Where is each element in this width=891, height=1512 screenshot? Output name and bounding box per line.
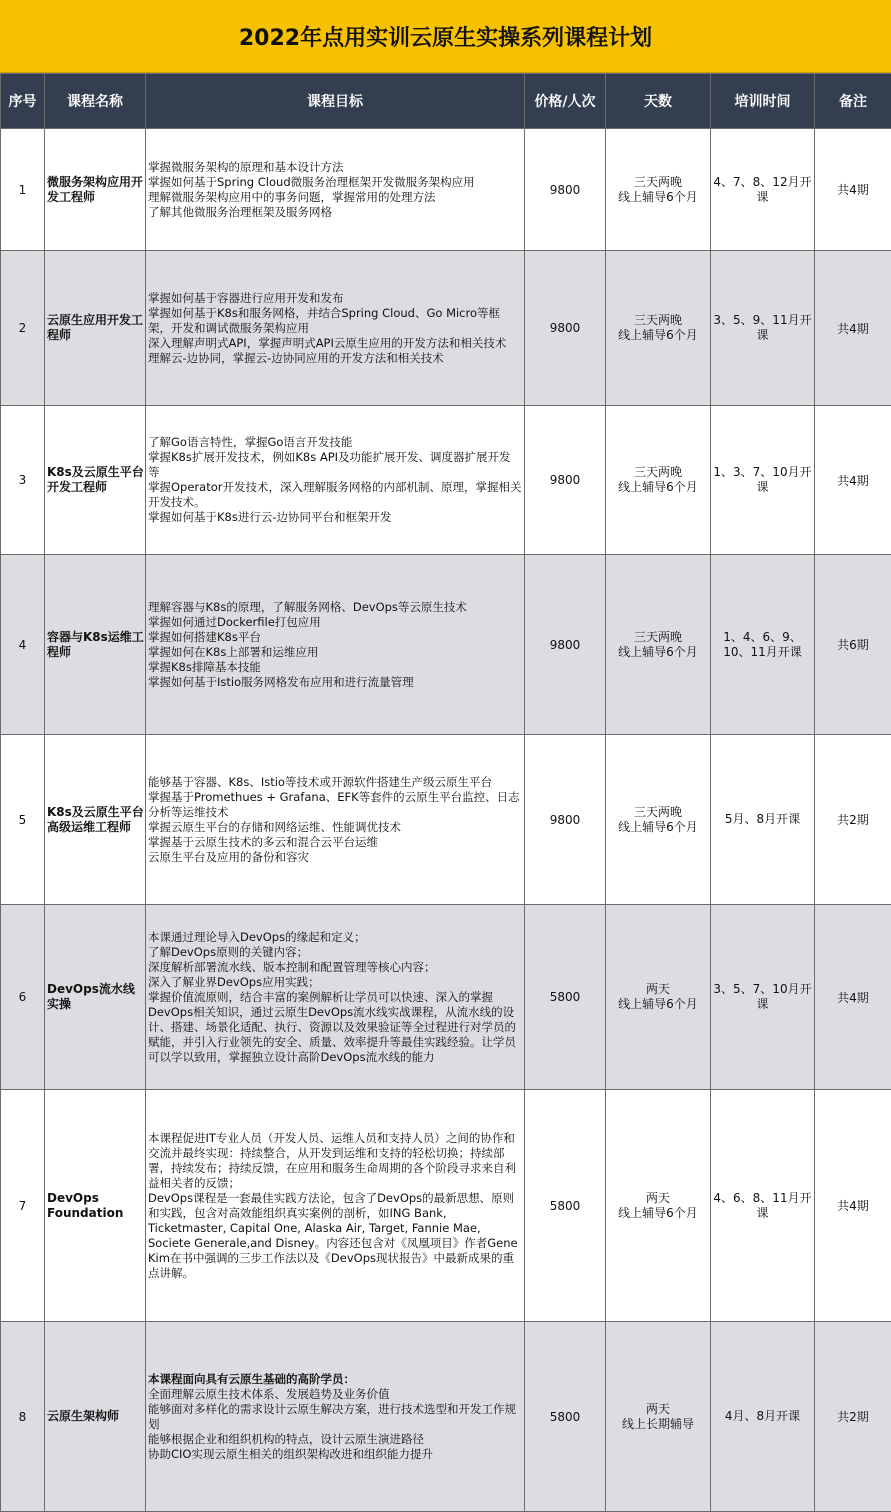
course-note: 共6期 (815, 555, 891, 735)
goal-line: 掌握如何搭建K8s平台 (148, 630, 522, 645)
goal-line: 了解Go语言特性，掌握Go语言开发技能 (148, 435, 522, 450)
row-no: 6 (1, 905, 45, 1090)
goal-line: 掌握如何基于Istio服务网格发布应用和进行流量管理 (148, 675, 522, 690)
days-line: 三天两晚 (606, 175, 710, 190)
goal-line: 了解DevOps原则的关键内容； (148, 945, 522, 960)
days-line: 线上辅导6个月 (606, 820, 710, 835)
course-note: 共4期 (815, 251, 891, 406)
course-name: DevOps流水线实操 (45, 905, 146, 1090)
course-table (0, 73, 891, 1512)
row-no: 8 (1, 1322, 45, 1512)
header-time: 培训时间 (711, 74, 815, 129)
goal-line: 掌握如何基于K8s和服务网格，并结合Spring Cloud、Go Micro等框架，开发和调试微服务架构应用 (148, 306, 522, 336)
table-header-row (1, 74, 891, 129)
row-no: 3 (1, 406, 45, 555)
course-schedule: 3、5、9、11月开课 (711, 251, 815, 406)
page-title: 2022年点用实训云原生实操系列课程计划 (0, 0, 891, 73)
course-note: 共2期 (815, 1322, 891, 1512)
goal-line: 本课程促进IT专业人员（开发人员、运维人员和支持人员）之间的协作和交流并最终实现：持续整合，从开发到运维和支持的轻松切换；持续部署，持续发布；持续反馈，在应用和服务生命周期的各个阶段寻求来自利益相关者的反馈； (148, 1131, 522, 1191)
course-price: 5800 (525, 905, 606, 1090)
course-goals (146, 251, 525, 406)
days-line: 线上辅导6个月 (606, 480, 710, 495)
course-schedule: 1、3、7、10月开课 (711, 406, 815, 555)
course-name: K8s及云原生平台开发工程师 (45, 406, 146, 555)
course-schedule: 4、7、8、12月开课 (711, 129, 815, 251)
course-days (606, 1322, 711, 1512)
goal-line: 掌握云原生平台的存储和网络运维、性能调优技术 (148, 820, 522, 835)
course-price: 9800 (525, 406, 606, 555)
days-line: 三天两晚 (606, 465, 710, 480)
course-goals (146, 406, 525, 555)
days-line: 三天两晚 (606, 630, 710, 645)
course-days (606, 1090, 711, 1322)
course-goals (146, 555, 525, 735)
goal-line: 掌握如何基于K8s进行云-边协同平台和框架开发 (148, 510, 522, 525)
header-name: 课程名称 (45, 74, 146, 129)
days-line: 线上辅导6个月 (606, 190, 710, 205)
days-line: 线上辅导6个月 (606, 328, 710, 343)
course-name: 云原生架构师 (45, 1322, 146, 1512)
course-days (606, 251, 711, 406)
course-price: 9800 (525, 251, 606, 406)
goal-line: 能够面对多样化的需求设计云原生解决方案，进行技术选型和开发工作规划 (148, 1402, 522, 1432)
course-goals (146, 735, 525, 905)
course-name: DevOps Foundation (45, 1090, 146, 1322)
table-row (1, 905, 891, 1090)
course-price: 5800 (525, 1322, 606, 1512)
course-schedule: 4月、8月开课 (711, 1322, 815, 1512)
goal-line: 本课通过理论导入DevOps的缘起和定义； (148, 930, 522, 945)
course-note: 共2期 (815, 735, 891, 905)
course-note: 共4期 (815, 129, 891, 251)
header-days: 天数 (606, 74, 711, 129)
goal-line: 掌握基于Promethues + Grafana、EFK等套件的云原生平台监控、日志分析等运维技术 (148, 790, 522, 820)
table-row (1, 555, 891, 735)
course-goals (146, 129, 525, 251)
course-name: 容器与K8s运维工程师 (45, 555, 146, 735)
table-row (1, 406, 891, 555)
goal-line: 掌握价值流原则，结合丰富的案例解析让学员可以快速、深入的掌握DevOps相关知识，通过云原生DevOps流水线实战课程，从流水线的设计、搭建、场景化适配、执行、资源以及效果验证等全过程进行对学员的赋能，并引入行业领先的安全、质量、效率提升等最佳实践经验。让学员可以学以致用，掌握独立设计高阶DevOps流水线的能力 (148, 990, 522, 1065)
goal-line: DevOps课程是一套最佳实践方法论，包含了DevOps的最新思想、原则和实践，包含对高效能组织真实案例的剖析，如ING Bank, Ticketmaster, Capital One, Alaska Air, Target, Fannie Mae, Societe Generale,and Disney。内容还包含对《凤凰项目》作者Gene Kim在书中强调的三步工作法以及《DevOps现状报告》中最新成果的重点讲解。 (148, 1191, 522, 1281)
course-price: 9800 (525, 555, 606, 735)
course-goals (146, 1322, 525, 1512)
goal-line: 掌握如何通过Dockerfile打包应用 (148, 615, 522, 630)
days-line: 线上长期辅导 (606, 1417, 710, 1432)
goal-line: 掌握基于云原生技术的多云和混合云平台运维 (148, 835, 522, 850)
goal-line: 掌握如何基于Spring Cloud微服务治理框架开发微服务架构应用 (148, 175, 522, 190)
goal-line: 能够根据企业和组织机构的特点，设计云原生演进路径 (148, 1432, 522, 1447)
table-row (1, 129, 891, 251)
days-line: 两天 (606, 982, 710, 997)
row-no: 7 (1, 1090, 45, 1322)
course-note: 共4期 (815, 406, 891, 555)
row-no: 2 (1, 251, 45, 406)
course-days (606, 905, 711, 1090)
course-schedule: 1、4、6、9、10、11月开课 (711, 555, 815, 735)
days-line: 线上辅导6个月 (606, 997, 710, 1012)
goal-line: 掌握微服务架构的原理和基本设计方法 (148, 160, 522, 175)
goal-line: 理解容器与K8s的原理，了解服务网格、DevOps等云原生技术 (148, 600, 522, 615)
course-days (606, 406, 711, 555)
table-row (1, 735, 891, 905)
header-goal: 课程目标 (146, 74, 525, 129)
row-no: 1 (1, 129, 45, 251)
days-line: 两天 (606, 1402, 710, 1417)
course-schedule: 3、5、7、10月开课 (711, 905, 815, 1090)
course-days (606, 555, 711, 735)
course-price: 5800 (525, 1090, 606, 1322)
goal-line: 掌握K8s排障基本技能 (148, 660, 522, 675)
days-line: 线上辅导6个月 (606, 1206, 710, 1221)
goal-line: 全面理解云原生技术体系、发展趋势及业务价值 (148, 1387, 522, 1402)
course-schedule: 5月、8月开课 (711, 735, 815, 905)
course-note: 共4期 (815, 1090, 891, 1322)
goal-line: 掌握K8s扩展开发技术，例如K8s API及功能扩展开发、调度器扩展开发等 (148, 450, 522, 480)
header-note: 备注 (815, 74, 891, 129)
goal-line: 掌握如何基于容器进行应用开发和发布 (148, 291, 522, 306)
goal-line: 深入了解业界DevOps应用实践； (148, 975, 522, 990)
course-days (606, 129, 711, 251)
row-no: 4 (1, 555, 45, 735)
header-no: 序号 (1, 74, 45, 129)
days-line: 三天两晚 (606, 313, 710, 328)
course-price: 9800 (525, 129, 606, 251)
goal-line: 协助CIO实现云原生相关的组织架构改进和组织能力提升 (148, 1447, 522, 1462)
course-price: 9800 (525, 735, 606, 905)
course-name: 微服务架构应用开发工程师 (45, 129, 146, 251)
course-days (606, 735, 711, 905)
goal-line: 云原生平台及应用的备份和容灾 (148, 850, 522, 865)
goal-line: 理解微服务架构应用中的事务问题，掌握常用的处理方法 (148, 190, 522, 205)
goal-line: 了解其他微服务治理框架及服务网格 (148, 205, 522, 220)
table-row (1, 1322, 891, 1512)
table-row (1, 1090, 891, 1322)
goal-line: 理解云-边协同，掌握云-边协同应用的开发方法和相关技术 (148, 351, 522, 366)
days-line: 两天 (606, 1191, 710, 1206)
goal-line: 能够基于容器、K8s、Istio等技术或开源软件搭建生产级云原生平台 (148, 775, 522, 790)
days-line: 三天两晚 (606, 805, 710, 820)
course-schedule: 4、6、8、11月开课 (711, 1090, 815, 1322)
course-name: K8s及云原生平台高级运维工程师 (45, 735, 146, 905)
course-goals (146, 1090, 525, 1322)
row-no: 5 (1, 735, 45, 905)
goal-line: 深入理解声明式API，掌握声明式API云原生应用的开发方法和相关技术 (148, 336, 522, 351)
course-note: 共4期 (815, 905, 891, 1090)
days-line: 线上辅导6个月 (606, 645, 710, 660)
header-price: 价格/人次 (525, 74, 606, 129)
goal-heading: 本课程面向具有云原生基础的高阶学员： (148, 1372, 522, 1387)
goal-line: 深度解析部署流水线、版本控制和配置管理等核心内容； (148, 960, 522, 975)
goal-line: 掌握Operator开发技术，深入理解服务网格的内部机制、原理，掌握相关开发技术。 (148, 480, 522, 510)
table-row (1, 251, 891, 406)
course-goals (146, 905, 525, 1090)
course-name: 云原生应用开发工程师 (45, 251, 146, 406)
goal-line: 掌握如何在K8s上部署和运维应用 (148, 645, 522, 660)
